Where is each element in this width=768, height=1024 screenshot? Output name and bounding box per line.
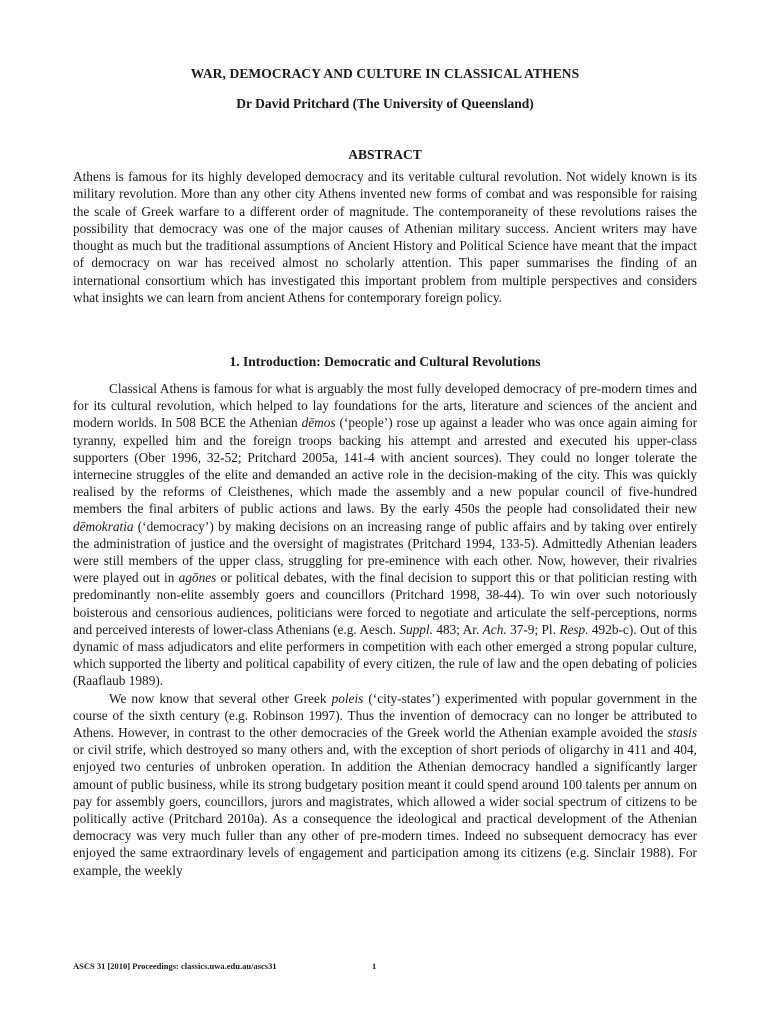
author-line: Dr David Pritchard (The University of Queensland)	[236, 96, 534, 111]
term-demos: dēmos	[301, 415, 336, 431]
term-stasis: stasis	[667, 725, 697, 741]
page-number: 1	[372, 961, 377, 971]
page-footer	[73, 961, 697, 971]
term-agones: agōnes	[178, 570, 217, 586]
abstract-text: Athens is famous for its highly developed democracy and its veritable cultural revolution. Not widely known is its military revolution. More than any other city Athens invented new forms of combat and was responsible for raising the scale of Greek warfare to a different order of magnitude. The contemporaneity of these revolutions raises the possibility that democracy was one of the major causes of Athenian military success. Ancient writers may have thought as much but the traditional assumptions of Ancient History and Political Science have meant that the impact of democracy on war has received almost no scholarly attention. This paper summarises the finding of an international consortium which has investigated this important problem from multiple perspectives and considers what insights we can learn from ancient Athens for contemporary foreign policy.	[73, 169, 697, 306]
citation-suppl: Suppl.	[399, 621, 433, 637]
section-heading: 1. Introduction: Democratic and Cultural Revolutions	[229, 354, 541, 369]
paragraph-2: We now know that several other Greek poleis (‘city-states’) experimented with popular government in the course of the sixth century (e.g. Robinson 1997). Thus the invention of democracy can no longer be attributed to Athens. However, in contrast to the other democracies of the Greek world the Athenian example avoided the stasis or civil strife, which destroyed so many others and, with the exception of short periods of oligarchy in 411 and 404, enjoyed two centuries of unbroken operation. In addition the Athenian democracy handled a significantly larger amount of public business, while its strong budgetary position meant it could spend around 100 talents per annum on pay for assembly goers, councillors, jurors and magistrates, which allowed a wider social spectrum of citizens to be politically active (Pritchard 2010a). As a consequence the ideological and practical development of the Athenian democracy was very much fuller than any other of pre-modern times. Indeed no subsequent democracy has ever enjoyed the same extraordinary levels of engagement and participation among its citizens (e.g. Sinclair 1988). For example, the weekly	[73, 690, 697, 878]
citation-resp: Resp.	[559, 621, 589, 637]
footer-citation: ASCS 31 [2010] Proceedings: classics.uwa.edu.au/ascs31	[73, 961, 277, 971]
paragraph-1: Classical Athens is famous for what is arguably the most fully developed democracy of pre-modern times and for its cultural revolution, which helped to lay foundations for the arts, literature and sciences of the ancient and modern worlds. In 508 BCE the Athenian dēmos (‘people’) rose up against a leader who was once again aiming for tyranny, expelled him and the foreign troops backing his attempt and arrested and executed his upper-class supporters (Ober 1996, 32-52; Pritchard 2005a, 141-4 with ancient sources). They could no longer tolerate the internecine struggles of the elite and demanded an active role in the decision-making of the city. This was quickly realised by the reforms of Cleisthenes, which made the assembly and a new popular council of five-hundred members the final arbiters of public actions and laws. By the early 450s the people had consolidated their new dēmokratia (‘democracy’) by making decisions on an increasing range of public affairs and by taking over entirely the administration of justice and the oversight of magistrates (Pritchard 1994, 133-5). Admittedly Athenian leaders were still members of the upper class, struggling for pre-eminence with each other. Now, however, their rivalries were played out in agōnes or political debates, with the final decision to support this or that politician resting with predominantly non-elite assembly goers and councillors (Pritchard 1998, 38-44). To win over such notoriously boisterous and censorious audiences, politicians were forced to negotiate and articulate the self-perceptions, norms and perceived interests of lower-class Athenians (e.g. Aesch. Suppl. 483; Ar. Ach. 37-9; Pl. Resp. 492b-c). Out of this dynamic of mass adjudicators and elite performers in competition with each other emerged a strong popular culture, which supported the liberty and political capability of every citizen, the rule of law and the open debating of policies (Raaflaub 1989).	[73, 381, 697, 689]
term-poleis: poleis	[331, 690, 364, 706]
body-text	[73, 380, 697, 879]
paper-title: WAR, DEMOCRACY AND CULTURE IN CLASSICAL ATHENS	[190, 66, 580, 81]
abstract-heading: ABSTRACT	[348, 147, 422, 162]
citation-ach: Ach.	[482, 621, 507, 637]
term-demokratia: dēmokratia	[73, 518, 134, 534]
